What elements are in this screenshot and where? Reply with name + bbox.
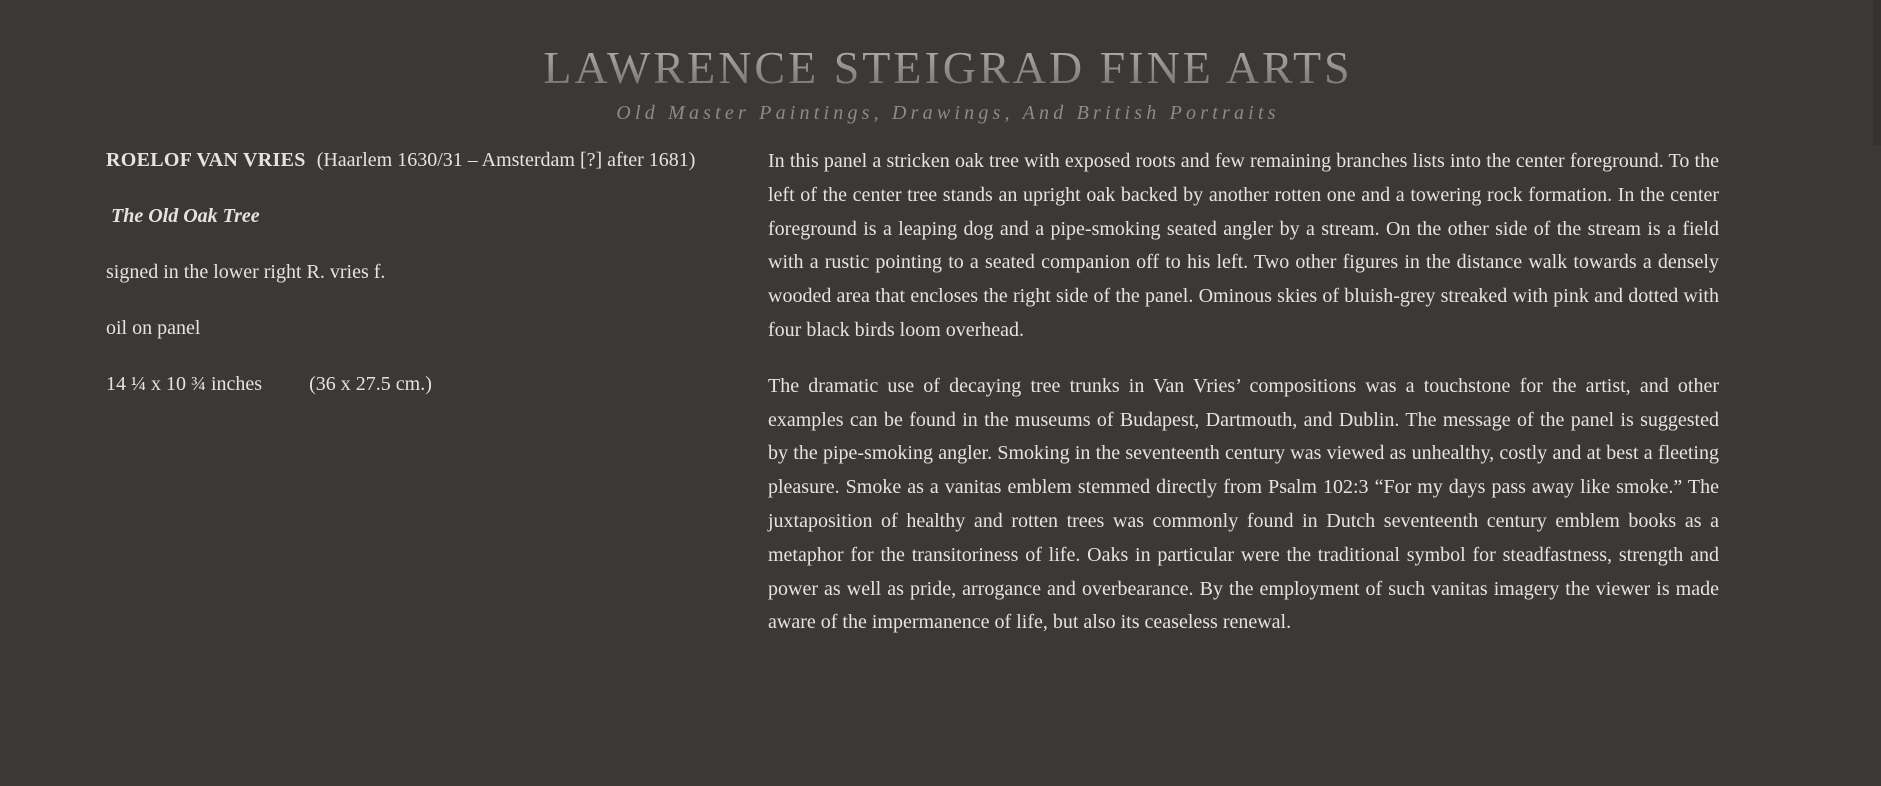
dimensions-cm: (36 x 27.5 cm.)	[309, 373, 432, 395]
artwork-title-line	[106, 201, 756, 231]
medium-line: oil on panel	[106, 317, 201, 339]
scrollbar-thumb[interactable]	[1873, 0, 1881, 145]
dimensions-inches: 14 ¼ x 10 ¾ inches	[106, 373, 263, 395]
artwork-title: The Old Oak Tree	[111, 205, 260, 227]
site-title-link[interactable]: LAWRENCE STEIGRAD FINE ARTS	[0, 40, 1881, 96]
description-paragraph-1: In this panel a stricken oak tree with exposed roots and few remaining branches lists into the center foreground. To the left of the center tree stands an upright oak backed by another rotten one and a towering rock formation. In the center foreground is a leaping dog and a pipe-smoking seated angler by a stream. On the other side of the stream is a field with a rustic pointing to a seated companion off to his left. Two other figures in the distance walk towards a densely wooded area that encloses the right side of the panel. Ominous skies of bluish-grey streaked with pink and dotted with four black birds loom overhead.	[768, 150, 1719, 341]
dimensions-line	[106, 369, 756, 399]
site-header	[0, 40, 1881, 126]
artist-line	[106, 145, 756, 175]
artist-dates: (Haarlem 1630/31 – Amsterdam [?] after 1681)	[316, 149, 696, 171]
artwork-description	[768, 145, 1719, 662]
signature-line: signed in the lower right R. vries f.	[106, 261, 386, 283]
description-paragraph-2: The dramatic use of decaying tree trunks in Van Vries’ compositions was a touchstone for the artist, and other examples can be found in the museums of Budapest, Dartmouth, and Dublin. The message of the panel is suggested by the pipe-smoking angler. Smoking in the seventeenth century was viewed as unhealthy, costly and at best a fleeting pleasure. Smoke as a vanitas emblem stemmed directly from Psalm 102:3 “For my days pass away like smoke.” The juxtaposition of healthy and rotten trees was commonly found in Dutch seventeenth century emblem books as a metaphor for the transitoriness of life. Oaks in particular were the traditional symbol for steadfastness, strength and power as well as pride, arrogance and overbearance. By the employment of such vanitas imagery the viewer is made aware of the impermanence of life, but also its ceaseless renewal.	[768, 374, 1719, 634]
artist-name: ROELOF VAN VRIES	[106, 149, 306, 171]
site-subtitle: Old Master Paintings, Drawings, And British Portraits	[616, 102, 1280, 124]
page-scrollbar[interactable]	[1873, 0, 1881, 786]
artwork-details	[106, 145, 756, 425]
